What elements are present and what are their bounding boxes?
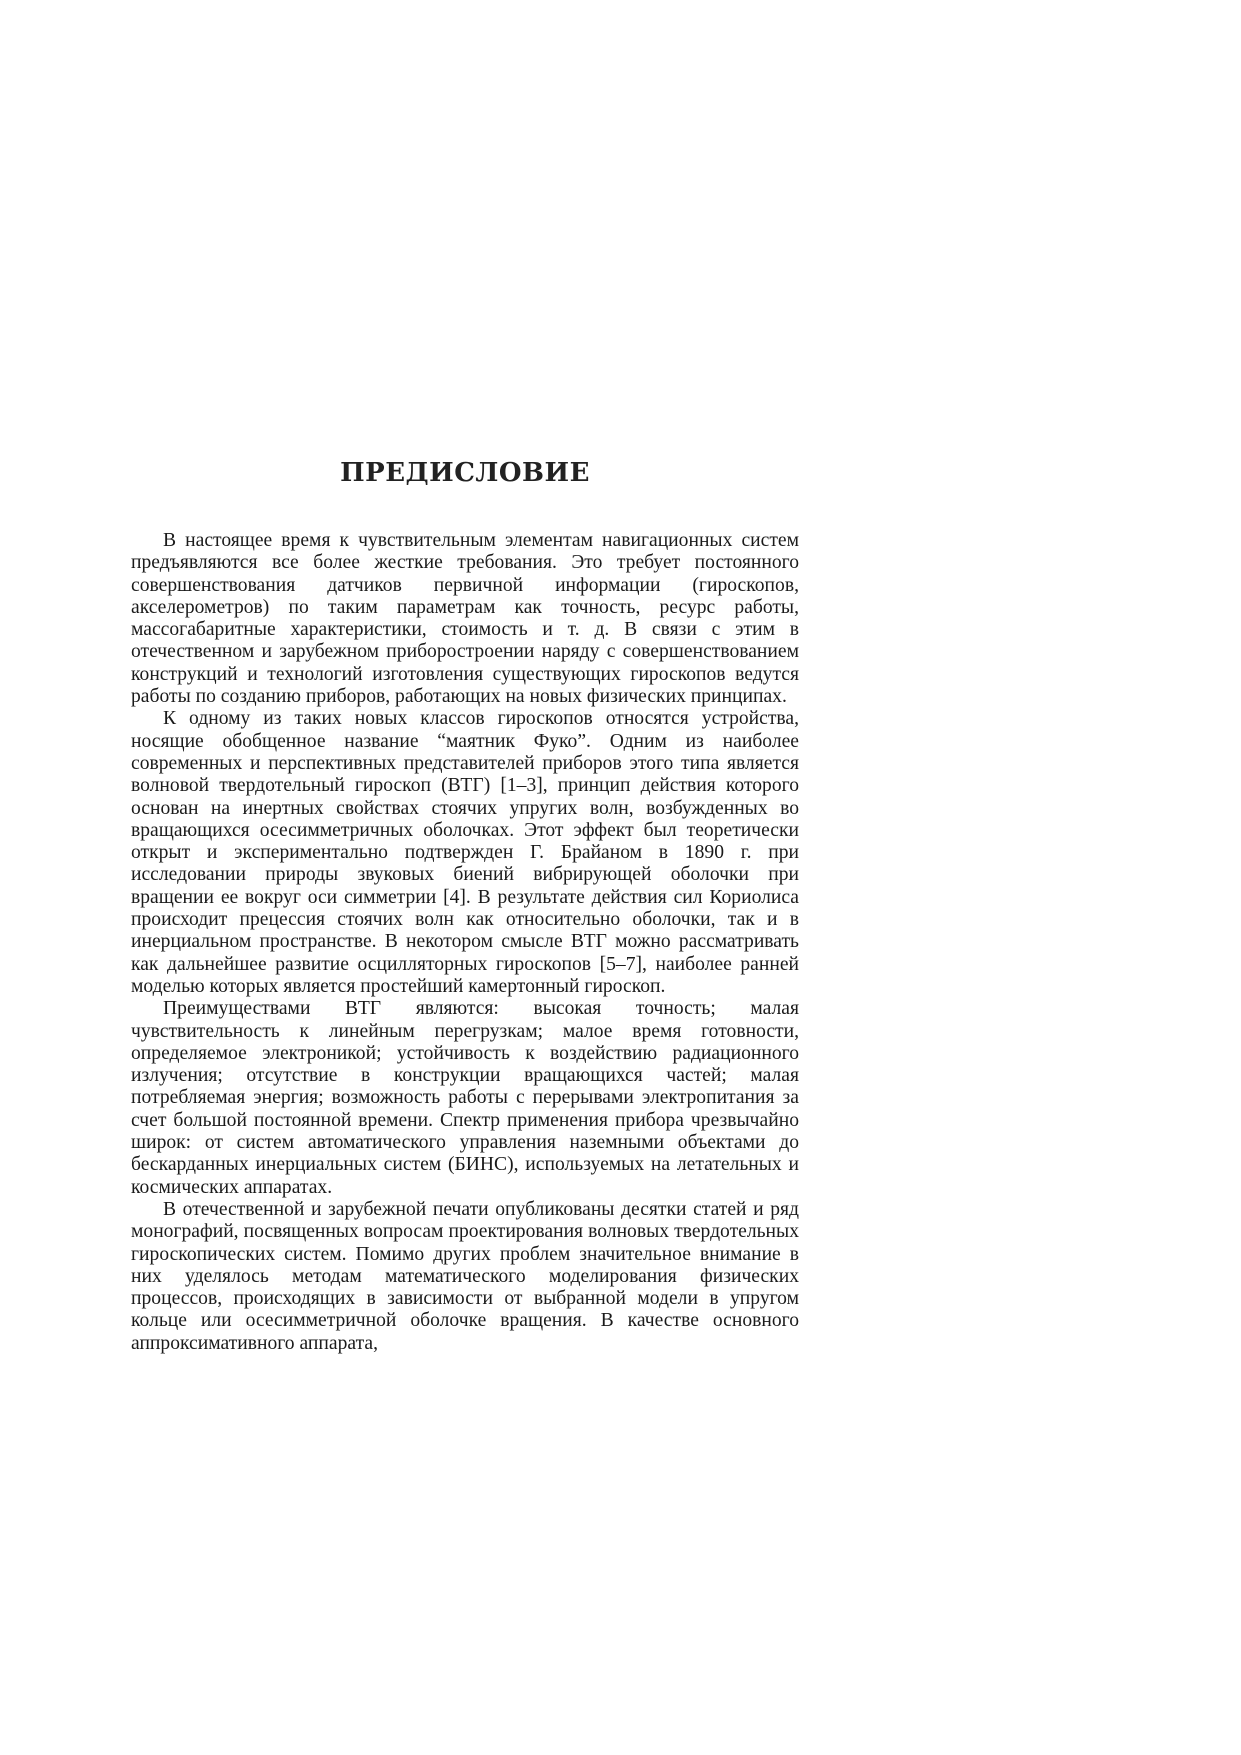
paragraph-4: В отечественной и зарубежной печати опубликованы десятки статей и ряд монографий, посвященных вопросам проектирования волновых твердотельных гироскопических систем. Помимо других проблем значительное внимание в них уделялось методам математического моделирования физических процессов, происходящих в зависимости от выбранной модели в упругом кольце или осесимметричной оболочке вращения. В качестве основного аппроксимативного аппарата,	[131, 1198, 799, 1354]
paragraph-3: Преимуществами ВТГ являются: высокая точность; малая чувствительность к линейным перегрузкам; малое время готовности, определяемое электроникой; устойчивость к воздействию радиационного излучения; отсутствие в конструкции вращающихся частей; малая потребляемая энергия; возможность работы с перерывами электропитания за счет большой постоянной времени. Спектр применения прибора чрезвычайно широк: от систем автоматического управления наземными объектами до бескарданных инерциальных систем (БИНС), используемых на летательных и космических аппаратах.	[131, 998, 799, 1198]
page-title: ПРЕДИСЛОВИЕ	[340, 458, 590, 488]
paragraph-1: В настоящее время к чувствительным элементам навигационных систем предъявляются все более жесткие требования. Это требует постоянного совершенствования датчиков первичной информации (гироскопов, акселерометров) по таким параметрам как точность, ресурс работы, массогабаритные характеристики, стоимость и т. д. В связи с этим в отечественном и зарубежном приборостроении наряду с совершенствованием конструкций и технологий изготовления существующих гироскопов ведутся работы по созданию приборов, работающих на новых физических принципах.	[131, 530, 799, 708]
body-text	[131, 530, 799, 1355]
paragraph-2: К одному из таких новых классов гироскопов относятся устройства, носящие обобщенное название “маятник Фуко”. Одним из наиболее современных и перспективных представителей приборов этого типа является волновой твердотельный гироскоп (ВТГ) [1–3], принцип действия которого основан на инертных свойствах стоячих упругих волн, возбужденных во вращающихся осесимметричных оболочках. Этот эффект был теоретически открыт и экспериментально подтвержден Г. Брайаном в 1890 г. при исследовании природы звуковых биений вибрирующей оболочки при вращении ее вокруг оси симметрии [4]. В результате действия сил Кориолиса происходит прецессия стоячих волн как относительно оболочки, так и в инерциальном пространстве. В некотором смысле ВТГ можно рассматривать как дальнейшее развитие осцилляторных гироскопов [5–7], наиболее ранней моделью которых является простейший камертонный гироскоп.	[131, 708, 799, 997]
